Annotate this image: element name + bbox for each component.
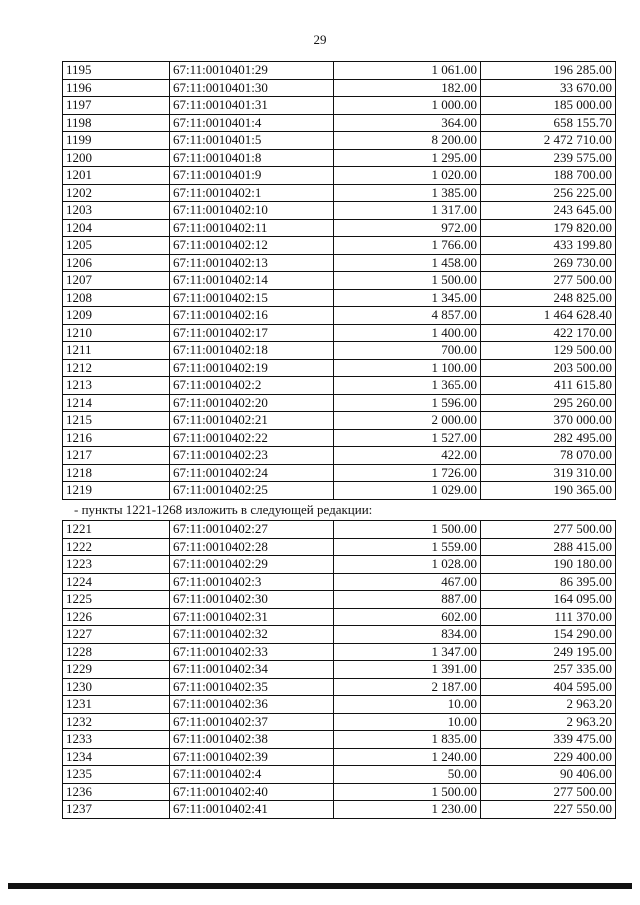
cadastral-table-2 [62,520,616,819]
table-1-body [63,62,616,500]
table-row [63,114,616,132]
row-number: 1202 [63,184,170,202]
row-number: 1209 [63,307,170,325]
row-number: 1207 [63,272,170,290]
row-number: 1224 [63,573,170,591]
cadastral-number: 67:11:0010402:1 [170,184,334,202]
row-number: 1196 [63,79,170,97]
row-number: 1197 [63,97,170,115]
area-value: 1 726.00 [334,464,481,482]
cost-value: 196 285.00 [481,62,616,80]
area-value: 1 317.00 [334,202,481,220]
cadastral-number: 67:11:0010401:8 [170,149,334,167]
area-value: 1 028.00 [334,556,481,574]
table-row [63,591,616,609]
cadastral-number: 67:11:0010402:18 [170,342,334,360]
cadastral-number: 67:11:0010402:35 [170,678,334,696]
table-row [63,626,616,644]
table-row [63,661,616,679]
cadastral-number: 67:11:0010402:15 [170,289,334,307]
table-row [63,748,616,766]
cadastral-number: 67:11:0010402:23 [170,447,334,465]
table-row [63,731,616,749]
cost-value: 248 825.00 [481,289,616,307]
cadastral-number: 67:11:0010402:25 [170,482,334,500]
row-number: 1231 [63,696,170,714]
table-row [63,219,616,237]
table-row [63,696,616,714]
table-row [63,272,616,290]
area-value: 8 200.00 [334,132,481,150]
cost-value: 179 820.00 [481,219,616,237]
cost-value: 277 500.00 [481,521,616,539]
table-row [63,377,616,395]
area-value: 1 458.00 [334,254,481,272]
table-row [63,713,616,731]
row-number: 1216 [63,429,170,447]
area-value: 4 857.00 [334,307,481,325]
cadastral-number: 67:11:0010402:24 [170,464,334,482]
table-row [63,447,616,465]
row-number: 1215 [63,412,170,430]
table-row [63,97,616,115]
table-row [63,608,616,626]
cost-value: 190 180.00 [481,556,616,574]
cadastral-number: 67:11:0010402:10 [170,202,334,220]
cost-value: 188 700.00 [481,167,616,185]
area-value: 1 347.00 [334,643,481,661]
cost-value: 422 170.00 [481,324,616,342]
area-value: 1 000.00 [334,97,481,115]
cost-value: 2 963.20 [481,713,616,731]
area-value: 50.00 [334,766,481,784]
cost-value: 658 155.70 [481,114,616,132]
table-row [63,678,616,696]
cost-value: 111 370.00 [481,608,616,626]
cost-value: 2 963.20 [481,696,616,714]
area-value: 1 500.00 [334,783,481,801]
row-number: 1211 [63,342,170,360]
area-value: 467.00 [334,573,481,591]
cadastral-number: 67:11:0010402:41 [170,801,334,819]
area-value: 887.00 [334,591,481,609]
table-row [63,394,616,412]
page-bottom-bar [8,883,632,889]
cost-value: 227 550.00 [481,801,616,819]
area-value: 1 835.00 [334,731,481,749]
table-row [63,149,616,167]
area-value: 1 029.00 [334,482,481,500]
cadastral-number: 67:11:0010402:11 [170,219,334,237]
cadastral-number: 67:11:0010402:40 [170,783,334,801]
area-value: 1 766.00 [334,237,481,255]
table-row [63,521,616,539]
table-row [63,79,616,97]
cost-value: 319 310.00 [481,464,616,482]
area-value: 1 385.00 [334,184,481,202]
table-row [63,464,616,482]
row-number: 1223 [63,556,170,574]
cadastral-number: 67:11:0010402:34 [170,661,334,679]
cadastral-number: 67:11:0010402:39 [170,748,334,766]
table-row [63,766,616,784]
cost-value: 229 400.00 [481,748,616,766]
cadastral-number: 67:11:0010402:3 [170,573,334,591]
table-row [63,412,616,430]
area-value: 1 400.00 [334,324,481,342]
row-number: 1235 [63,766,170,784]
row-number: 1199 [63,132,170,150]
cost-value: 249 195.00 [481,643,616,661]
cadastral-number: 67:11:0010402:29 [170,556,334,574]
table-row [63,556,616,574]
area-value: 422.00 [334,447,481,465]
row-number: 1214 [63,394,170,412]
row-number: 1232 [63,713,170,731]
cost-value: 78 070.00 [481,447,616,465]
row-number: 1218 [63,464,170,482]
area-value: 1 345.00 [334,289,481,307]
table-row [63,429,616,447]
cost-value: 433 199.80 [481,237,616,255]
cadastral-number: 67:11:0010402:4 [170,766,334,784]
cadastral-number: 67:11:0010402:37 [170,713,334,731]
row-number: 1198 [63,114,170,132]
table-row [63,289,616,307]
area-value: 972.00 [334,219,481,237]
table-row [63,324,616,342]
cadastral-number: 67:11:0010402:2 [170,377,334,395]
cost-value: 243 645.00 [481,202,616,220]
page-number: 29 [313,32,327,47]
table-row [63,538,616,556]
table-row [63,801,616,819]
cadastral-number: 67:11:0010401:31 [170,97,334,115]
area-value: 10.00 [334,696,481,714]
row-number: 1233 [63,731,170,749]
area-value: 1 596.00 [334,394,481,412]
row-number: 1236 [63,783,170,801]
row-number: 1222 [63,538,170,556]
cadastral-number: 67:11:0010401:5 [170,132,334,150]
area-value: 1 527.00 [334,429,481,447]
cost-value: 129 500.00 [481,342,616,360]
area-value: 1 020.00 [334,167,481,185]
cadastral-number: 67:11:0010402:32 [170,626,334,644]
cost-value: 339 475.00 [481,731,616,749]
cost-value: 288 415.00 [481,538,616,556]
row-number: 1208 [63,289,170,307]
cost-value: 203 500.00 [481,359,616,377]
table-row [63,237,616,255]
amendment-note: - пункты 1221-1268 изложить в следующей редакции: [74,502,373,517]
cost-value: 269 730.00 [481,254,616,272]
table-row [63,342,616,360]
row-number: 1227 [63,626,170,644]
cadastral-number: 67:11:0010402:30 [170,591,334,609]
cost-value: 277 500.00 [481,272,616,290]
cadastral-number: 67:11:0010401:29 [170,62,334,80]
cadastral-number: 67:11:0010401:4 [170,114,334,132]
table-row [63,359,616,377]
area-value: 1 295.00 [334,149,481,167]
table-row [63,167,616,185]
row-number: 1195 [63,62,170,80]
row-number: 1206 [63,254,170,272]
cadastral-number: 67:11:0010402:33 [170,643,334,661]
row-number: 1230 [63,678,170,696]
cost-value: 295 260.00 [481,394,616,412]
row-number: 1237 [63,801,170,819]
area-value: 10.00 [334,713,481,731]
cost-value: 404 595.00 [481,678,616,696]
area-value: 1 061.00 [334,62,481,80]
cadastral-number: 67:11:0010402:12 [170,237,334,255]
cost-value: 33 670.00 [481,79,616,97]
cadastral-number: 67:11:0010402:16 [170,307,334,325]
table-row [63,643,616,661]
area-value: 1 500.00 [334,272,481,290]
row-number: 1228 [63,643,170,661]
cost-value: 1 464 628.40 [481,307,616,325]
row-number: 1201 [63,167,170,185]
cost-value: 239 575.00 [481,149,616,167]
area-value: 2 187.00 [334,678,481,696]
area-value: 1 230.00 [334,801,481,819]
cost-value: 277 500.00 [481,783,616,801]
area-value: 1 365.00 [334,377,481,395]
area-value: 1 100.00 [334,359,481,377]
table-row [63,783,616,801]
cadastral-number: 67:11:0010402:21 [170,412,334,430]
row-number: 1205 [63,237,170,255]
row-number: 1212 [63,359,170,377]
cadastral-table-1 [62,61,616,500]
table-row [63,184,616,202]
cadastral-number: 67:11:0010402:14 [170,272,334,290]
cost-value: 190 365.00 [481,482,616,500]
cost-value: 154 290.00 [481,626,616,644]
row-number: 1213 [63,377,170,395]
row-number: 1234 [63,748,170,766]
cadastral-number: 67:11:0010402:13 [170,254,334,272]
cost-value: 257 335.00 [481,661,616,679]
row-number: 1221 [63,521,170,539]
area-value: 834.00 [334,626,481,644]
cadastral-number: 67:11:0010402:19 [170,359,334,377]
area-value: 1 391.00 [334,661,481,679]
row-number: 1217 [63,447,170,465]
table-row [63,202,616,220]
table-row [63,132,616,150]
area-value: 602.00 [334,608,481,626]
cadastral-number: 67:11:0010402:27 [170,521,334,539]
area-value: 2 000.00 [334,412,481,430]
cost-value: 282 495.00 [481,429,616,447]
row-number: 1210 [63,324,170,342]
cadastral-number: 67:11:0010401:9 [170,167,334,185]
cost-value: 411 615.80 [481,377,616,395]
row-number: 1225 [63,591,170,609]
table-row [63,254,616,272]
table-row [63,307,616,325]
cadastral-number: 67:11:0010402:38 [170,731,334,749]
cost-value: 90 406.00 [481,766,616,784]
table-row [63,573,616,591]
area-value: 364.00 [334,114,481,132]
row-number: 1229 [63,661,170,679]
cadastral-number: 67:11:0010402:20 [170,394,334,412]
area-value: 1 559.00 [334,538,481,556]
area-value: 182.00 [334,79,481,97]
area-value: 1 240.00 [334,748,481,766]
table-row [63,62,616,80]
area-value: 700.00 [334,342,481,360]
row-number: 1226 [63,608,170,626]
cost-value: 2 472 710.00 [481,132,616,150]
row-number: 1203 [63,202,170,220]
cost-value: 185 000.00 [481,97,616,115]
cost-value: 256 225.00 [481,184,616,202]
area-value: 1 500.00 [334,521,481,539]
row-number: 1204 [63,219,170,237]
cost-value: 370 000.00 [481,412,616,430]
row-number: 1219 [63,482,170,500]
cadastral-number: 67:11:0010402:22 [170,429,334,447]
cost-value: 86 395.00 [481,573,616,591]
cadastral-number: 67:11:0010401:30 [170,79,334,97]
table-row [63,482,616,500]
row-number: 1200 [63,149,170,167]
cadastral-number: 67:11:0010402:36 [170,696,334,714]
cadastral-number: 67:11:0010402:31 [170,608,334,626]
cost-value: 164 095.00 [481,591,616,609]
cadastral-number: 67:11:0010402:28 [170,538,334,556]
cadastral-number: 67:11:0010402:17 [170,324,334,342]
table-2-body [63,521,616,819]
